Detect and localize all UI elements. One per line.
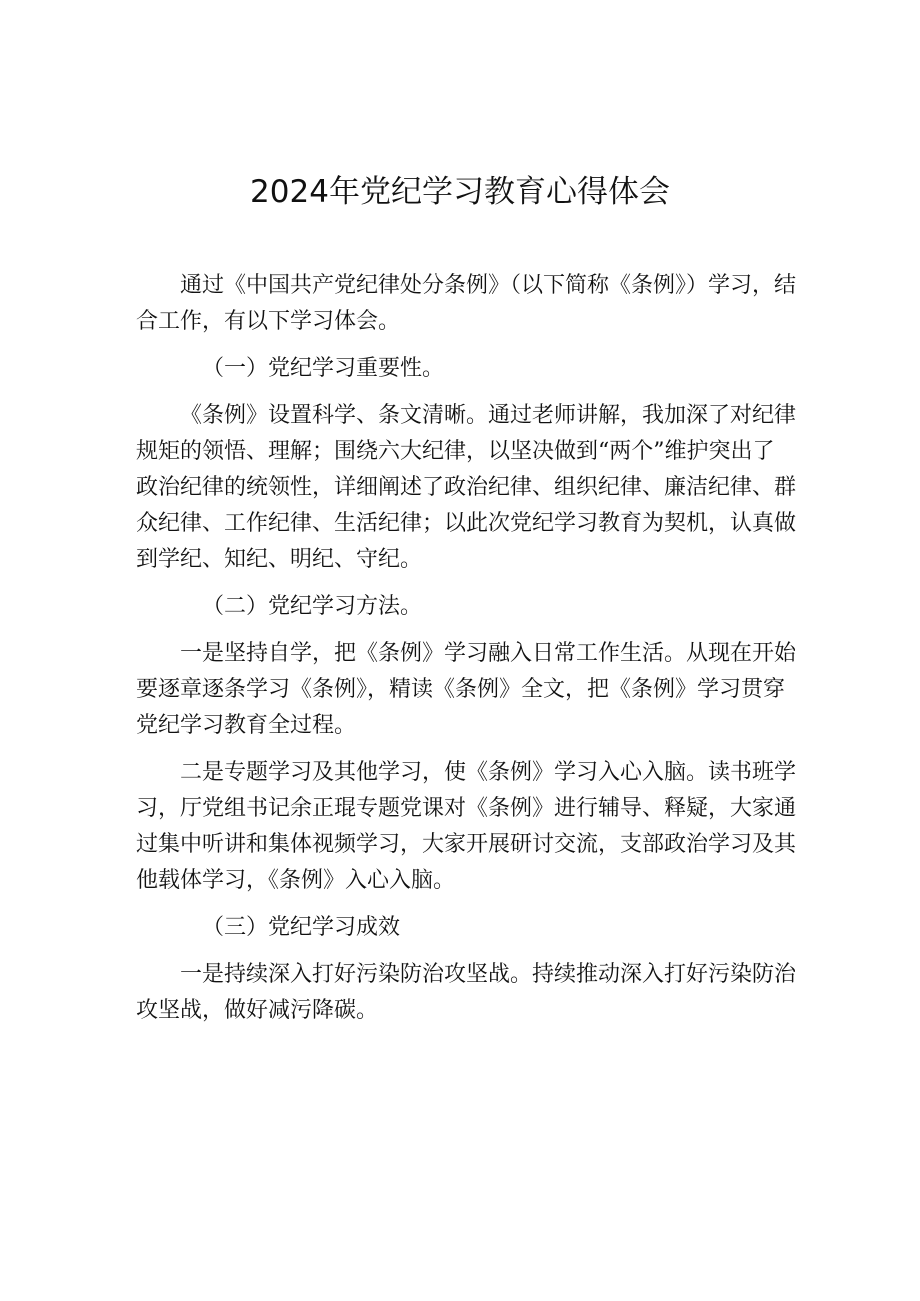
section-heading-methods: （二）党纪学习方法。: [202, 594, 423, 619]
intro-paragraph: 通过《中国共产党纪律处分条例》（以下简称《条例》）学习，结合工作，有以下学习体会。: [136, 273, 797, 334]
section-paragraph: 《条例》设置科学、条文清晰。通过老师讲解，我加深了对纪律规矩的领悟、理解；围绕六大纪律，以坚决做到“两个”维护突出了政治纪律的统领性，详细阐述了政治纪律、组织纪律、廉洁纪律、群众纪律、工作纪律、生活纪律；以此次党纪学习教育为契机，认真做到学纪、知纪、明纪、守纪。: [136, 403, 797, 572]
section-paragraph: 二是专题学习及其他学习，使《条例》学习入心入脑。读书班学习，厅党组书记余正琨专题党课对《条例》进行辅导、释疑，大家通过集中听讲和集体视频学习，大家开展研讨交流，支部政治学习及其他载体学习，《条例》入心入脑。: [136, 760, 797, 893]
document-body: [136, 268, 796, 1029]
section-heading-results: （三）党纪学习成效: [202, 915, 401, 940]
section-paragraph: 一是坚持自学，把《条例》学习融入日常工作生活。从现在开始要逐章逐条学习《条例》，精读《条例》全文，把《条例》学习贯穿党纪学习教育全过程。: [136, 641, 797, 738]
section-paragraph: 一是持续深入打好污染防治攻坚战。持续推动深入打好污染防治攻坚战，做好减污降碳。: [136, 962, 797, 1023]
document-title: 2024年党纪学习教育心得体会: [250, 174, 670, 210]
section-heading-importance: （一）党纪学习重要性。: [202, 356, 445, 381]
